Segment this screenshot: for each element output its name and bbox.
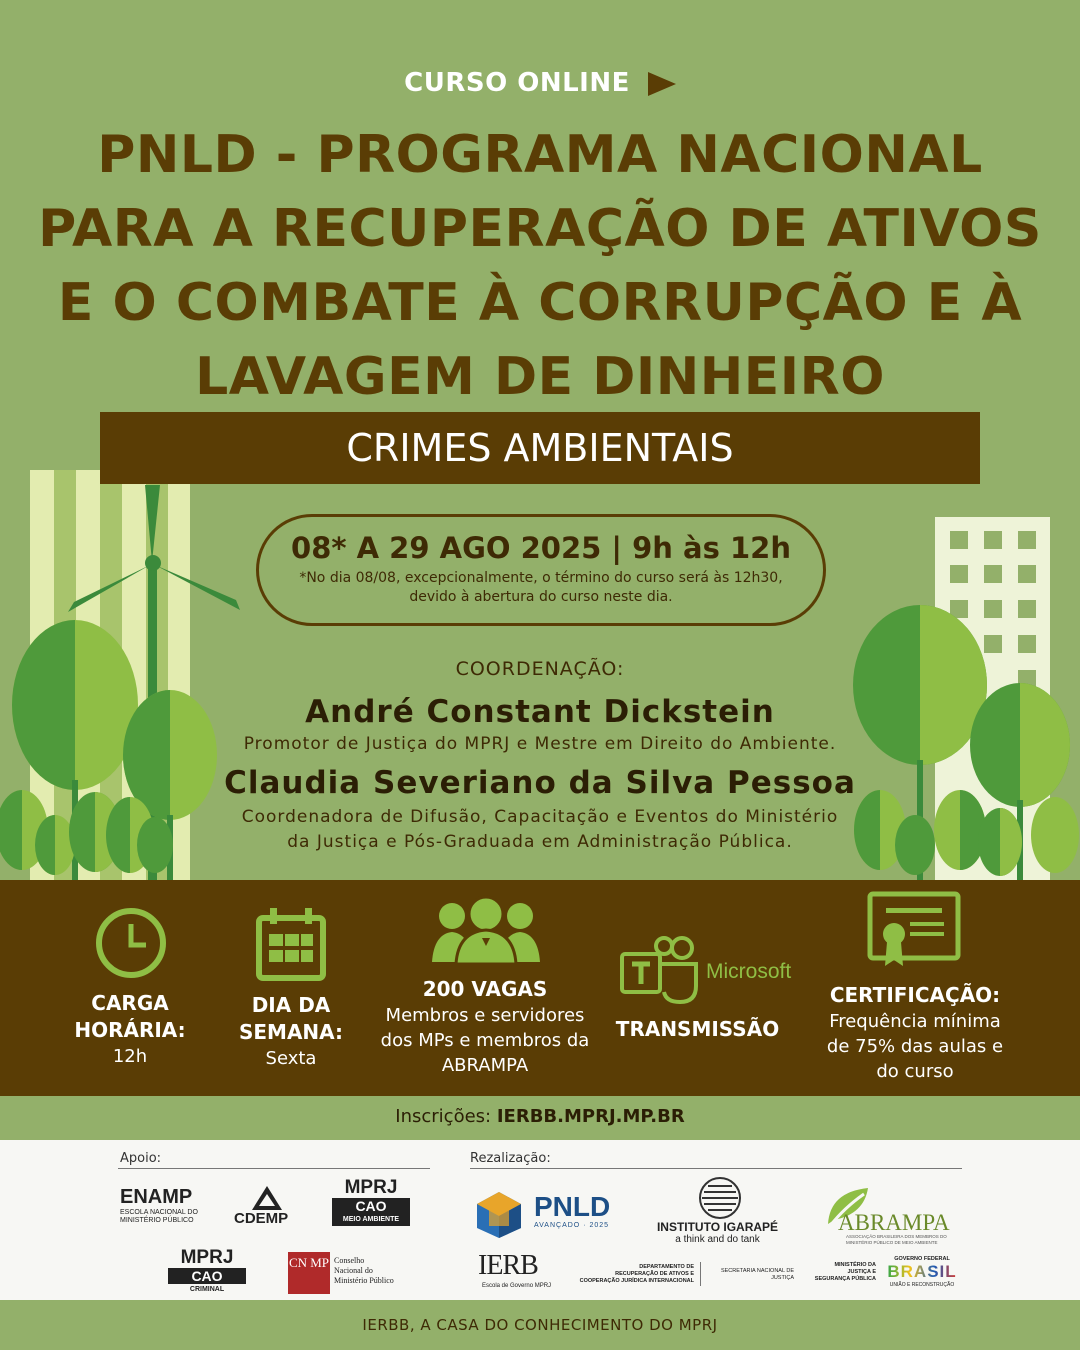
kicker-text: CURSO ONLINE: [404, 68, 630, 98]
ierb-sub: Escola de Governo MPRJ: [482, 1283, 552, 1289]
arrow-right-icon: [648, 72, 676, 96]
mjsp-name: [812, 1262, 876, 1283]
feature-text: de 75% das aulas e: [826, 1036, 1004, 1057]
enamp-logo: [120, 1186, 230, 1225]
group-icon: [430, 894, 542, 964]
title-line: PARA A RECUPERAÇÃO DE ATIVOS: [38, 199, 1042, 259]
divider: [118, 1168, 430, 1169]
mprj-criminal-logo: [168, 1248, 246, 1296]
feature-text: do curso: [876, 1061, 954, 1082]
gov-brasil-logo: [886, 1256, 958, 1288]
cnmp-emblem-icon: CN MP: [288, 1252, 330, 1294]
feature-title: HORÁRIA:: [74, 1018, 186, 1042]
cnmp-line: Ministério Público: [334, 1276, 394, 1285]
schedule-dates: 08* A 29 AGO 2025 | 9h às 12h: [291, 531, 791, 565]
feature-transmissao: [600, 1016, 795, 1043]
drci-line: COOPERAÇÃO JURÍDICA INTERNACIONAL: [579, 1278, 694, 1284]
cnmp-line: Conselho: [334, 1256, 365, 1265]
coordinator-role: Promotor de Justiça do MPRJ e Mestre em Direito do Ambiente.: [243, 734, 837, 754]
feature-title: DIA DA: [251, 993, 331, 1017]
clock-icon: [94, 906, 168, 980]
igarape-sub: a think and do tank: [675, 1234, 760, 1245]
drci-line: RECUPERAÇÃO DE ATIVOS E: [615, 1271, 694, 1277]
snj-line: JUSTIÇA: [771, 1275, 794, 1281]
feature-title: 200 VAGAS: [422, 977, 548, 1001]
mprj-text: MPRJ: [344, 1177, 398, 1198]
feature-dia: [215, 992, 367, 1071]
calendar-icon: [254, 906, 328, 982]
teams-icon: [620, 936, 702, 1006]
footer-tagline: IERBB, A CASA DO CONHECIMENTO DO MPRJ: [0, 1300, 1080, 1350]
title-line: LAVAGEM DE DINHEIRO: [195, 347, 885, 407]
topic-band: CRIMES AMBIENTAIS: [100, 412, 980, 484]
schedule-note: [259, 569, 823, 607]
cnmp-line: Nacional do: [334, 1266, 373, 1275]
coordinator-role-line: da Justiça e Pós-Graduada em Administração Pública.: [287, 832, 793, 852]
divider: [700, 1262, 701, 1286]
page-title: [30, 118, 1050, 414]
enamp-sub: MINISTÉRIO PÚBLICO: [120, 1217, 194, 1224]
ierb-name: IERB: [478, 1250, 538, 1281]
schedule-note-line: *No dia 08/08, excepcionalmente, o término do curso será às 12h30,: [299, 570, 783, 586]
registration-label: Inscrições:: [395, 1106, 492, 1127]
mprj-sub: CRIMINAL: [189, 1286, 225, 1293]
course-type-label: [0, 68, 1080, 98]
gov-line: GOVERNO FEDERAL: [894, 1256, 950, 1262]
title-line: PNLD - PROGRAMA NACIONAL: [97, 125, 983, 185]
mprj-cao: CAO: [332, 1198, 410, 1214]
mjsp-line: SEGURANÇA PÚBLICA: [814, 1276, 876, 1282]
coordinator-role-line: Coordenadora de Difusão, Capacitação e Eventos do Ministério: [241, 807, 839, 827]
pnld-cube-icon: [474, 1190, 524, 1240]
drci-line: DEPARTAMENTO DE: [639, 1264, 694, 1270]
feature-vagas: [380, 976, 590, 1078]
gov-brand: BRASIL: [887, 1262, 957, 1281]
feature-text: ABRAMPA: [441, 1055, 529, 1076]
abrampa-sub: [846, 1234, 947, 1246]
feature-title: SEMANA:: [238, 1020, 344, 1044]
coordinator-name: Claudia Severiano da Silva Pessoa: [224, 765, 856, 801]
feature-certificacao: [815, 982, 1015, 1084]
igarape-name: INSTITUTO IGARAPÉ: [656, 1220, 779, 1234]
support-label: Apoio:: [120, 1151, 162, 1166]
pnld-name: PNLD: [534, 1191, 611, 1222]
registration-line: [0, 1106, 1080, 1127]
schedule-box: [256, 514, 826, 626]
feature-title: CERTIFICAÇÃO:: [829, 983, 1001, 1007]
mprj-meio-ambiente-logo: [332, 1178, 410, 1226]
abrampa-sub-line: MINISTÉRIO PÚBLICO DE MEIO AMBIENTE: [846, 1240, 938, 1245]
feature-title: TRANSMISSÃO: [615, 1017, 780, 1041]
igarape-emblem-icon: [698, 1176, 742, 1220]
feature-carga: [50, 990, 210, 1069]
registration-link[interactable]: IERBB.MPRJ.MP.BR: [496, 1106, 685, 1127]
feature-text: Sexta: [265, 1048, 317, 1069]
enamp-sub: ESCOLA NACIONAL DO: [120, 1209, 198, 1216]
mprj-sub: MEIO AMBIENTE: [332, 1214, 410, 1226]
mprj-text: MPRJ: [180, 1247, 234, 1268]
abrampa-sub-line: ASSOCIAÇÃO BRASILEIRA DOS MEMBROS DO: [846, 1234, 947, 1239]
gov-line: UNIÃO E RECONSTRUÇÃO: [889, 1282, 955, 1288]
cnmp-name: [334, 1256, 394, 1286]
microsoft-brand: Microsoft: [706, 960, 792, 983]
coordinator-role: [0, 805, 1080, 855]
feature-text: dos MPs e membros da: [380, 1030, 590, 1051]
realization-label: Rezalização:: [470, 1151, 551, 1166]
feature-text: Frequência mínima: [829, 1011, 1001, 1032]
pnld-sub: AVANÇADO · 2025: [534, 1222, 610, 1229]
feature-title: CARGA: [91, 991, 169, 1015]
certificate-icon: [866, 890, 962, 970]
drci-name: [560, 1264, 694, 1285]
snj-line: SECRETARIA NACIONAL DE: [720, 1268, 794, 1274]
mjsp-line: MINISTÉRIO DA: [834, 1262, 876, 1268]
cdemp-emblem-icon: [250, 1184, 284, 1212]
coordinator-name: André Constant Dickstein: [305, 694, 775, 730]
mjsp-line: JUSTIÇA E: [847, 1269, 876, 1275]
feature-text: 12h: [112, 1046, 148, 1067]
abrampa-name: ABRAMPA: [838, 1210, 950, 1235]
mprj-cao: CAO: [168, 1268, 246, 1284]
divider: [470, 1168, 962, 1169]
snj-name: [704, 1268, 794, 1282]
schedule-note-line: devido à abertura do curso neste dia.: [409, 589, 673, 605]
feature-text: Membros e servidores: [385, 1005, 585, 1026]
title-line: E O COMBATE À CORRUPÇÃO E À: [57, 273, 1023, 333]
igarape-logo: [650, 1220, 785, 1245]
coordination-label: COORDENAÇÃO:: [455, 658, 625, 680]
enamp-name: ENAMP: [120, 1186, 193, 1208]
cdemp-name: CDEMP: [234, 1210, 289, 1227]
pnld-logo: [534, 1192, 610, 1229]
